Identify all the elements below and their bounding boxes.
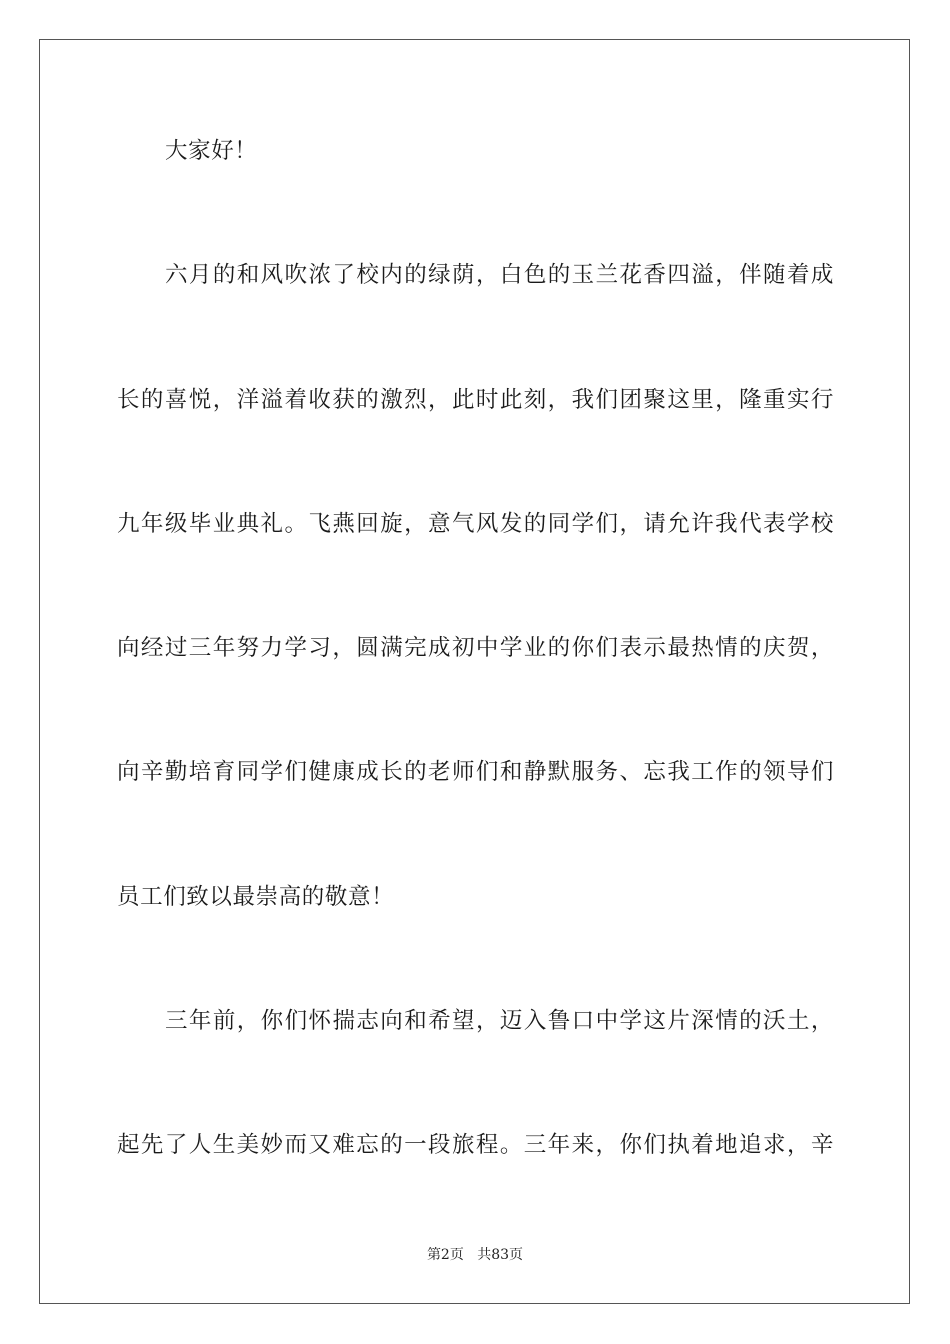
paragraph-line: 三年前，你们怀揣志向和希望，迈入鲁口中学这片深情的沃土， [165,1008,834,1034]
paragraph-line: 向辛勤培育同学们健康成长的老师们和静默服务、忘我工作的领导们 [117,759,834,785]
paragraph-line: 九年级毕业典礼。飞燕回旋，意气风发的同学们，请允许我代表学校 [117,511,834,537]
page-border [39,39,910,1304]
greeting-line: 大家好！ [165,138,258,164]
paragraph-line: 六月的和风吹浓了校内的绿荫，白色的玉兰花香四溢，伴随着成 [165,262,834,288]
paragraph-line: 长的喜悦，洋溢着收获的激烈，此时此刻，我们团聚这里，隆重实行 [117,387,834,413]
page-number: 第2页 [426,1247,464,1263]
paragraph-line: 员工们致以最崇高的敬意！ [117,884,395,910]
paragraph-line: 向经过三年努力学习，圆满完成初中学业的你们表示最热情的庆贺， [117,635,834,661]
paragraph-line: 起先了人生美妙而又难忘的一段旅程。三年来，你们执着地追求，辛 [117,1132,834,1158]
page-footer [0,1246,950,1264]
page-total: 共83页 [477,1247,524,1263]
